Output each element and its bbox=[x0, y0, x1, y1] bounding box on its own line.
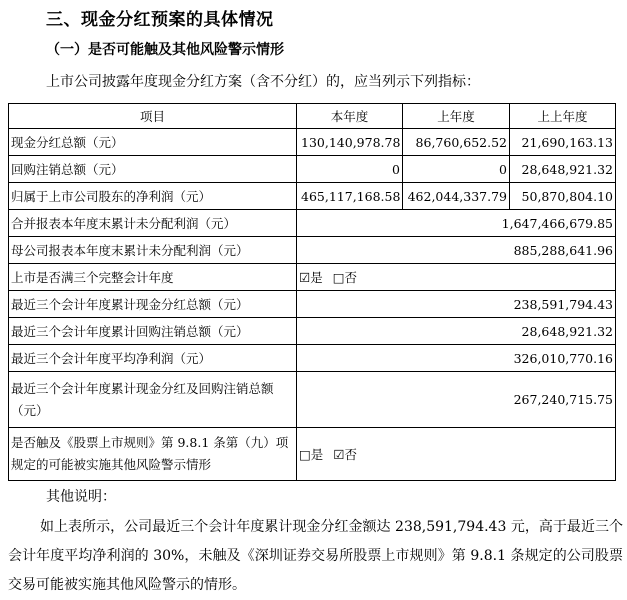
yes-checkbox: ☑是 bbox=[299, 270, 323, 285]
cell-value: 28,648,921.32 bbox=[510, 156, 616, 183]
no-checkbox: ☑否 bbox=[333, 447, 358, 462]
cell-value: 0 bbox=[297, 156, 403, 183]
cell-value: 28,648,921.32 bbox=[297, 318, 616, 345]
table-row bbox=[9, 372, 616, 428]
table-header-row bbox=[9, 104, 616, 129]
table-row bbox=[9, 428, 616, 481]
table-row bbox=[9, 156, 616, 183]
table-row bbox=[9, 345, 616, 372]
cell-value: 1,647,466,679.85 bbox=[297, 210, 616, 237]
header-this-year: 本年度 bbox=[297, 104, 403, 129]
row-label: 是否触及《股票上市规则》第 9.8.1 条第（九）项规定的可能被实施其他风险警示情形 bbox=[9, 428, 297, 481]
cell-value: 130,140,978.78 bbox=[297, 129, 403, 156]
cell-value: 238,591,794.43 bbox=[297, 291, 616, 318]
table-row bbox=[9, 291, 616, 318]
cell-value: 462,044,337.79 bbox=[403, 183, 510, 210]
intro-text: 上市公司披露年度现金分红方案（含不分红）的，应当列示下列指标： bbox=[46, 74, 480, 90]
cell-value: 326,010,770.16 bbox=[297, 345, 616, 372]
cell-value: 21,690,163.13 bbox=[510, 129, 616, 156]
cell-value: 885,288,641.96 bbox=[297, 237, 616, 264]
row-label: 现金分红总额（元） bbox=[9, 129, 297, 156]
header-year-before-last: 上上年度 bbox=[510, 104, 616, 129]
table-row bbox=[9, 210, 616, 237]
row-label: 最近三个会计年度累计现金分红及回购注销总额（元） bbox=[9, 372, 297, 428]
row-label: 最近三个会计年度平均净利润（元） bbox=[9, 345, 297, 372]
other-notes-title: 其他说明： bbox=[46, 489, 116, 505]
subsection-heading: （一）是否可能触及其他风险警示情形 bbox=[46, 42, 284, 58]
table-row bbox=[9, 129, 616, 156]
explanation-paragraph: 如上表所示，公司最近三个会计年度累计现金分红金额达 238,591,794.43 元，高于最近三个会计年度平均净利润的 30%，未触及《深圳证券交易所股票上市规则》第 9.8.1 条规定的公司股票交易可能被实施其他风险警示的情形。 bbox=[8, 519, 623, 593]
table-row bbox=[9, 237, 616, 264]
row-label: 合并报表本年度末累计未分配利润（元） bbox=[9, 210, 297, 237]
cell-value: 86,760,652.52 bbox=[403, 129, 510, 156]
row-label: 上市是否满三个完整会计年度 bbox=[9, 264, 297, 291]
header-last-year: 上年度 bbox=[403, 104, 510, 129]
table-row bbox=[9, 318, 616, 345]
risk-checkbox-cell bbox=[297, 428, 616, 481]
section-heading: 三、现金分红预案的具体情况 bbox=[46, 10, 274, 30]
cell-value: 50,870,804.10 bbox=[510, 183, 616, 210]
row-label: 归属于上市公司股东的净利润（元） bbox=[9, 183, 297, 210]
no-checkbox: □否 bbox=[332, 270, 358, 285]
row-label: 母公司报表本年度末累计未分配利润（元） bbox=[9, 237, 297, 264]
table-row bbox=[9, 264, 616, 291]
cell-value: 465,117,168.58 bbox=[297, 183, 403, 210]
header-item: 项目 bbox=[9, 104, 297, 129]
table-row bbox=[9, 183, 616, 210]
row-label: 最近三个会计年度累计现金分红总额（元） bbox=[9, 291, 297, 318]
cell-value: 267,240,715.75 bbox=[297, 372, 616, 428]
yes-checkbox: □是 bbox=[299, 447, 324, 462]
dividend-table bbox=[8, 103, 616, 481]
row-label: 最近三个会计年度累计回购注销总额（元） bbox=[9, 318, 297, 345]
row-label: 回购注销总额（元） bbox=[9, 156, 297, 183]
three-years-checkbox-cell bbox=[297, 264, 616, 291]
cell-value: 0 bbox=[403, 156, 510, 183]
